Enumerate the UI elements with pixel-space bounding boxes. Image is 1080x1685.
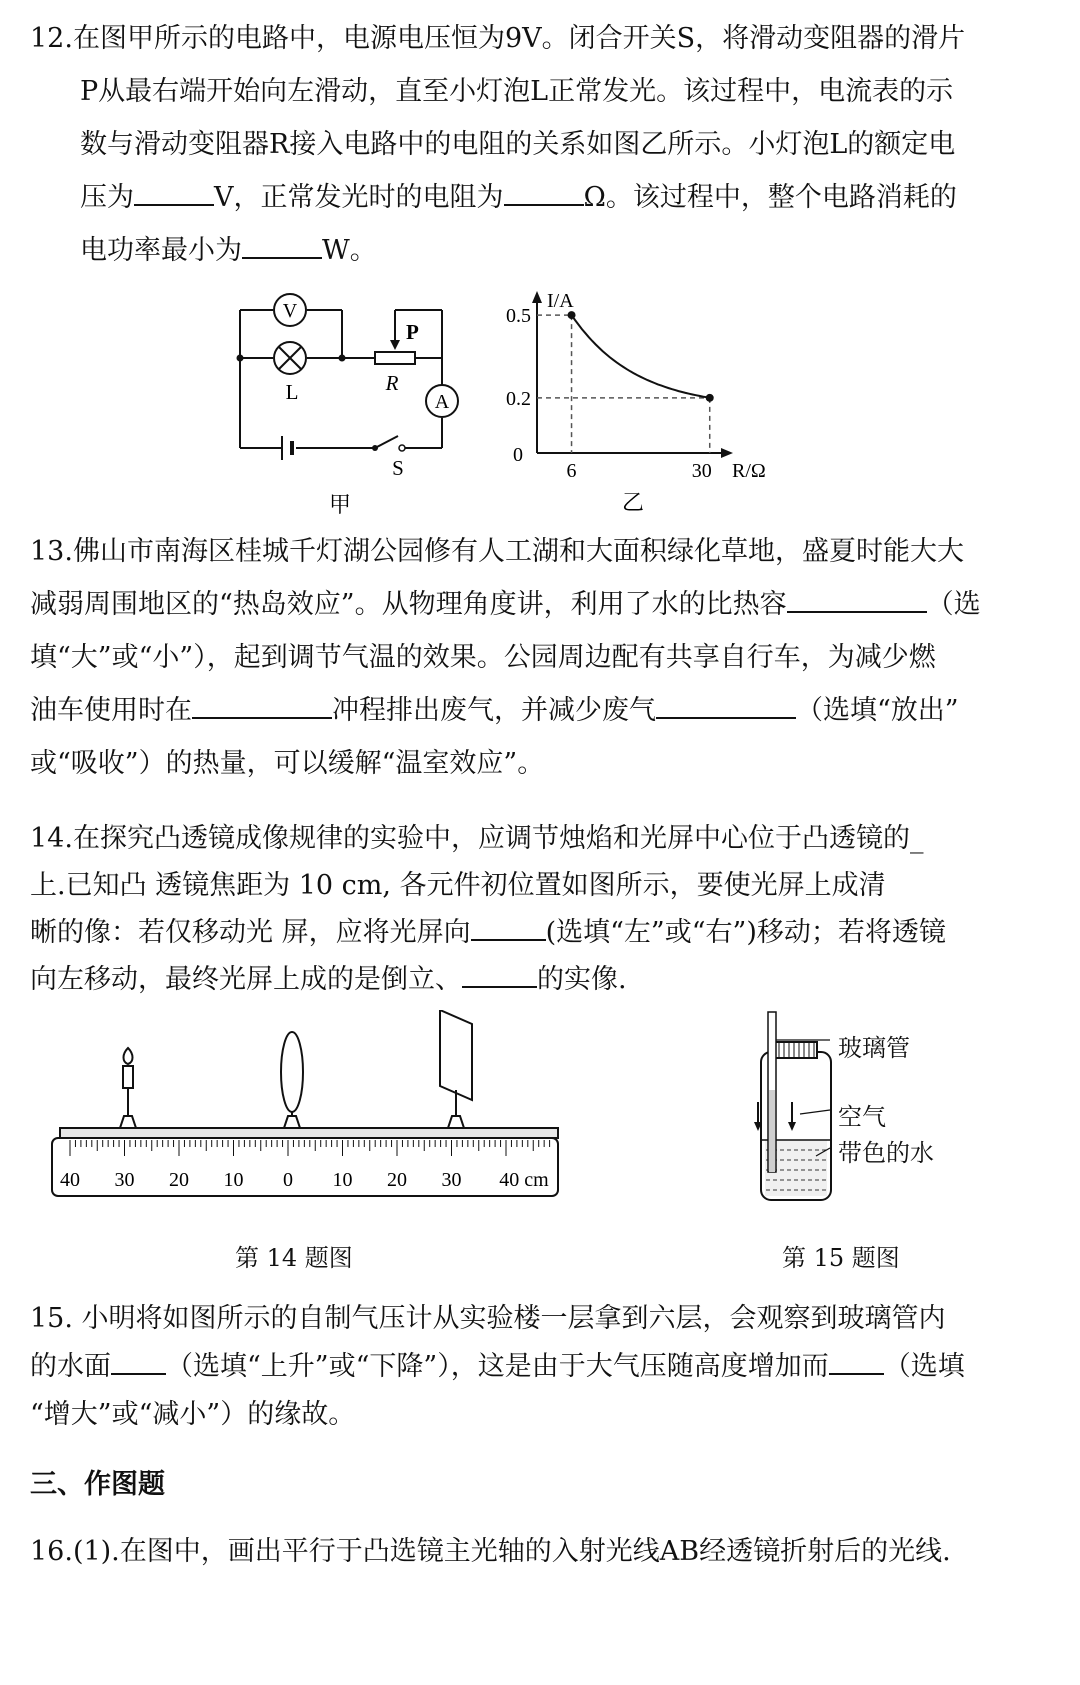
answer-blank[interactable] xyxy=(192,695,332,719)
answer-blank[interactable] xyxy=(504,182,584,206)
convex-lens xyxy=(281,1032,303,1112)
q13-line-1: 13.佛山市南海区桂城千灯湖公园修有人工湖和大面积绿化草地，盛夏时能大大 xyxy=(30,536,964,567)
circuit-diagram xyxy=(230,290,480,525)
section-heading: 三、作图题 xyxy=(30,1469,165,1500)
x-axis-arrow xyxy=(721,448,733,458)
q12-text: 压为 xyxy=(80,182,134,213)
y-axis-arrow xyxy=(532,291,542,303)
q13-line-5: 或“吸收”）的热量，可以缓解“温室效应”。 xyxy=(30,748,545,779)
ruler-label: 40 xyxy=(60,1169,80,1191)
tube-water-column xyxy=(769,1090,775,1172)
q15-text: （选填“上升”或“下降”），这是由于大气压随高度增加而 xyxy=(166,1351,829,1382)
bench-top xyxy=(60,1128,558,1138)
q15-text: 的水面 xyxy=(30,1351,111,1382)
q12-line-3: 数与滑动变阻器R接入电路中的电阻的关系如图乙所示。小灯泡L的额定电 xyxy=(80,129,956,160)
data-point xyxy=(568,311,576,319)
switch-pivot xyxy=(372,445,378,451)
answer-blank[interactable] xyxy=(471,917,546,941)
slider-label: P xyxy=(406,320,419,344)
y-tick-label: 0.2 xyxy=(506,387,531,410)
bottle-cap xyxy=(775,1042,817,1058)
data-point xyxy=(706,394,714,402)
q13-line-2 xyxy=(30,588,981,622)
q15-line-1: 15. 小明将如图所示的自制气压计从实验楼一层拿到六层，会观察到玻璃管内 xyxy=(30,1303,946,1334)
rheostat-label: R xyxy=(385,371,399,395)
ruler-label: 10 xyxy=(223,1169,244,1191)
q13-text: 减弱周围地区的“热岛效应”。从物理角度讲，利用了水的比热容 xyxy=(30,589,787,620)
q12-text: Ω。该过程中，整个电路消耗的 xyxy=(583,182,957,213)
junction-dot xyxy=(339,355,346,362)
y-tick-label: 0.5 xyxy=(506,305,531,328)
q13-text: 冲程排出废气，并减少废气 xyxy=(332,695,656,726)
figure-caption-14: 第 14 题图 xyxy=(235,1244,353,1272)
candle-flame xyxy=(124,1048,133,1064)
answer-blank[interactable] xyxy=(111,1351,166,1375)
label-colored-water: 带色的水 xyxy=(838,1139,934,1167)
answer-blank[interactable] xyxy=(462,964,537,988)
q15-line-2 xyxy=(30,1350,965,1384)
q12-line-5 xyxy=(80,234,377,268)
light-screen xyxy=(440,1010,472,1100)
ruler-label: 30 xyxy=(441,1169,462,1191)
optical-bench-figure xyxy=(40,1010,580,1210)
q12-line-2: P从最右端开始向左滑动，直至小灯泡L正常发光。该过程中，电流表的示 xyxy=(80,76,954,107)
q12-text: V，正常发光时的电阻为 xyxy=(214,182,504,213)
q12-line-4 xyxy=(80,181,957,215)
ammeter-label: A xyxy=(434,391,450,413)
q14-line-1: 14.在探究凸透镜成像规律的实验中，应调节烛焰和光屏中心位于凸透镜的_ xyxy=(30,823,924,854)
holder-foot xyxy=(120,1116,136,1128)
q13-text: （选填“放出” xyxy=(796,695,959,726)
q13-text: 油车使用时在 xyxy=(30,695,192,726)
current-resistance-graph xyxy=(495,285,785,525)
holder-foot xyxy=(284,1116,300,1128)
q16-line-1: 16.(1).在图中，画出平行于凸选镜主光轴的入射光线AB经透镜折射后的光线. xyxy=(30,1536,951,1567)
answer-blank[interactable] xyxy=(829,1351,884,1375)
answer-blank[interactable] xyxy=(787,589,927,613)
q15-line-3: “增大”或“减小”）的缘故。 xyxy=(30,1399,356,1430)
ruler-label: 10 xyxy=(332,1169,353,1191)
y-axis-label: I/A xyxy=(547,290,574,312)
x-tick-label: 6 xyxy=(566,460,577,482)
junction-dot xyxy=(237,355,244,362)
q13-text: （选 xyxy=(926,589,981,620)
ruler-label: 20 xyxy=(169,1169,189,1191)
holder-foot xyxy=(448,1116,464,1128)
q12-text: 电功率最小为 xyxy=(80,235,242,266)
candle-body xyxy=(123,1066,133,1088)
q12-line-1: 12.在图甲所示的电路中，电源电压恒为9V。闭合开关S，将滑动变阻器的滑片 xyxy=(30,23,966,54)
q15-text: （选填 xyxy=(883,1351,965,1382)
ruler-label: 30 xyxy=(114,1169,135,1191)
ruler-label: 0 xyxy=(283,1169,293,1191)
q14-text: 向左移动，最终光屏上成的是倒立、 xyxy=(30,964,462,995)
barometer-figure xyxy=(720,1010,950,1210)
x-axis-label: R/Ω xyxy=(732,460,766,482)
q14-line-2: 上.已知凸 透镜焦距为 10 cm, 各元件初位置如图所示，要使光屏上成清 xyxy=(30,870,886,901)
q14-text: (选填“左”或“右”)移动；若将透镜 xyxy=(545,917,946,948)
x-tick-label: 30 xyxy=(691,460,712,482)
q12-text: W。 xyxy=(322,235,377,266)
q14-text: 晰的像：若仅移动光 屏，应将光屏向 xyxy=(30,917,471,948)
switch-label: S xyxy=(392,456,404,480)
origin-label: 0 xyxy=(513,444,523,466)
data-curve xyxy=(572,315,710,398)
q14-text: 的实像. xyxy=(537,964,627,995)
voltmeter-label: V xyxy=(282,300,298,322)
figure-caption-15: 第 15 题图 xyxy=(782,1244,900,1272)
rheostat-body xyxy=(375,352,415,364)
ruler-label: 20 xyxy=(387,1169,407,1191)
answer-blank[interactable] xyxy=(656,695,796,719)
switch-contact xyxy=(399,445,405,451)
q13-line-3: 填“大”或“小”），起到调节气温的效果。公园周边配有共享自行车，为减少燃 xyxy=(30,642,936,673)
ruler-label: 40 cm xyxy=(499,1169,549,1191)
label-air: 空气 xyxy=(838,1103,886,1131)
label-glass-tube: 玻璃管 xyxy=(838,1034,910,1062)
answer-blank[interactable] xyxy=(242,235,322,259)
q14-line-3 xyxy=(30,916,946,950)
q14-line-4 xyxy=(30,963,627,997)
figure-caption-yi: 乙 xyxy=(621,490,645,515)
figure-caption-jia: 甲 xyxy=(328,492,352,517)
answer-blank[interactable] xyxy=(134,182,214,206)
q13-line-4 xyxy=(30,694,959,728)
lamp-label: L xyxy=(285,380,299,404)
slider-arrow xyxy=(390,340,400,350)
